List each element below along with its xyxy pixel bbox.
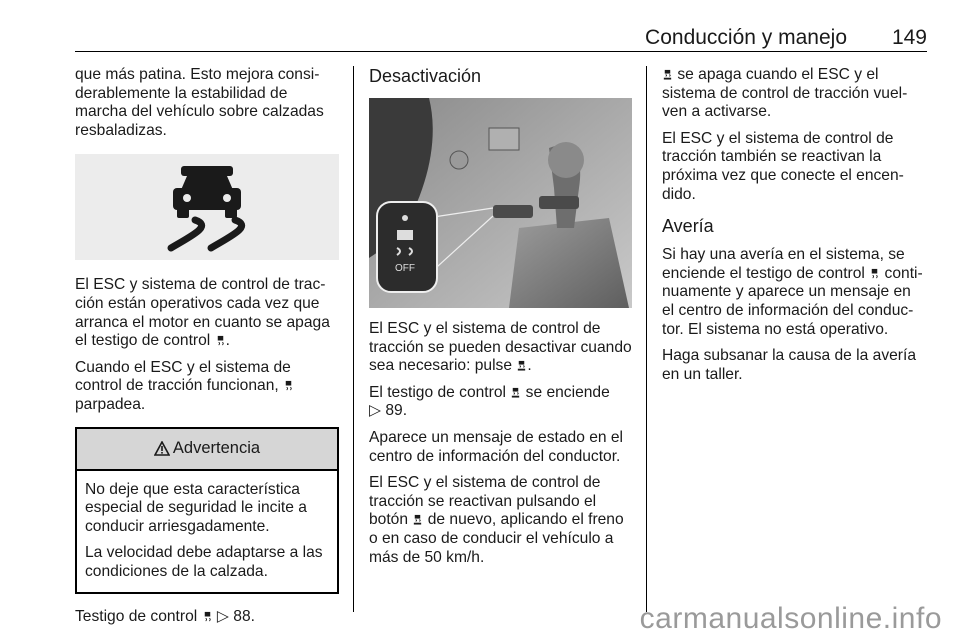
page-header	[75, 26, 927, 52]
warning-title: Advertencia	[172, 439, 261, 458]
section-heading-fault: Avería	[662, 216, 714, 237]
photo-off-label: OFF	[395, 263, 415, 274]
reference-page-link[interactable]: 89.	[385, 402, 408, 420]
esc-skid-car-icon	[75, 154, 339, 260]
esc-working-text: Cuando el ESC y el sistema de control de tracción funcionan,	[75, 358, 291, 395]
header-rule	[75, 51, 927, 52]
warning-text-1: No deje que esta característica especial de seguridad le incite a conducir arriesgadamente.	[85, 480, 307, 535]
section-heading-deactivation: Desactivación	[369, 66, 482, 86]
reference-line: Testigo de control ▷ 88.	[75, 607, 255, 625]
deactivation-text: El ESC y el sistema de control de tracción se pueden desactivar cuando sea necesario: pulse	[369, 320, 632, 375]
column-divider-2	[646, 66, 647, 612]
esc-warning-light-icon	[215, 335, 226, 346]
watermark: carmanualsonline.info	[639, 602, 942, 635]
reference-arrow-icon: ▷	[369, 402, 381, 420]
esc-off-icon	[662, 69, 673, 80]
warning-triangle-icon	[154, 441, 170, 456]
warning-header	[77, 429, 337, 471]
intro-paragraph: que más patina. Esto mejora consi- derablemente la estabilidad de marcha del vehículo sobre calzadas resbaladizas.	[75, 66, 324, 139]
reference-page-link[interactable]: 88.	[233, 607, 255, 625]
column-left: que más patina. Esto mejora consi- derablemente la estabilidad de marcha del vehículo sobre calzadas resbaladizas. El ESC y sistema de control de trac- ción están operativos cada vez que arranca el motor en cuanto se apaga el testigo de control . Cuando el ESC y el sistema de control de tracción funcionan, parpadea. Advertencia No deje que esta característica especial de seguridad le incite a conducir arriesgadamente. La velocidad debe adaptarse a las condiciones de la calzada. Testigo de control ▷ 88.	[75, 66, 339, 634]
status-message-text: Aparece un mensaje de estado en el centro de información del conductor.	[369, 428, 624, 465]
column-divider-1	[353, 66, 354, 612]
warning-box	[75, 427, 339, 594]
chapter-title: Conducción y manejo	[645, 26, 847, 49]
esc-off-icon	[510, 387, 521, 398]
esc-warning-light-icon	[283, 380, 294, 391]
esc-off-icon	[412, 514, 423, 525]
warning-text-2: La velocidad debe adaptarse a las condiciones de la calzada.	[85, 544, 323, 580]
column-right: se apaga cuando el ESC y el sistema de control de tracción vuel- ven a activarse. El ESC y el sistema de control de tracción también se reactivan la próxima vez que conecte el encen- dido. Avería Si hay una avería en el sistema, se enciende el testigo de control conti- nuamente y aparece un mensaje en el centro de información del conduc- tor. El sistema no está operativo. Haga subsanar la causa de la avería en un taller.	[662, 66, 927, 392]
esc-operative-text: El ESC y sistema de control de trac- ción están operativos cada vez que arranca el motor en cuanto se apaga el testigo de control	[75, 276, 330, 350]
console-photo-illustration	[369, 98, 632, 308]
esc-off-icon	[516, 360, 527, 371]
esc-button-photo	[369, 98, 632, 308]
column-middle: Desactivación OFF El ESC y el sistema de control de tracción se pueden desactivar cuando sea necesario: pulse . El testigo de control se enciende ▷ 89. Aparece un mensaje de estado en el centro de información del conductor. El ESC y el sistema de control de tracción se reactivan pulsando el botón de nuevo, aplicando el freno o en caso de conducir el vehículo a más de 50 km/h.	[369, 66, 632, 566]
esc-warning-light-icon	[869, 268, 880, 279]
esc-icon-figure	[75, 154, 339, 260]
reference-arrow-icon: ▷	[216, 607, 229, 625]
reactivation-text: El ESC y el sistema de control de tracción se reactivan pulsando el botón	[369, 474, 601, 529]
page-number: 149	[891, 26, 927, 49]
